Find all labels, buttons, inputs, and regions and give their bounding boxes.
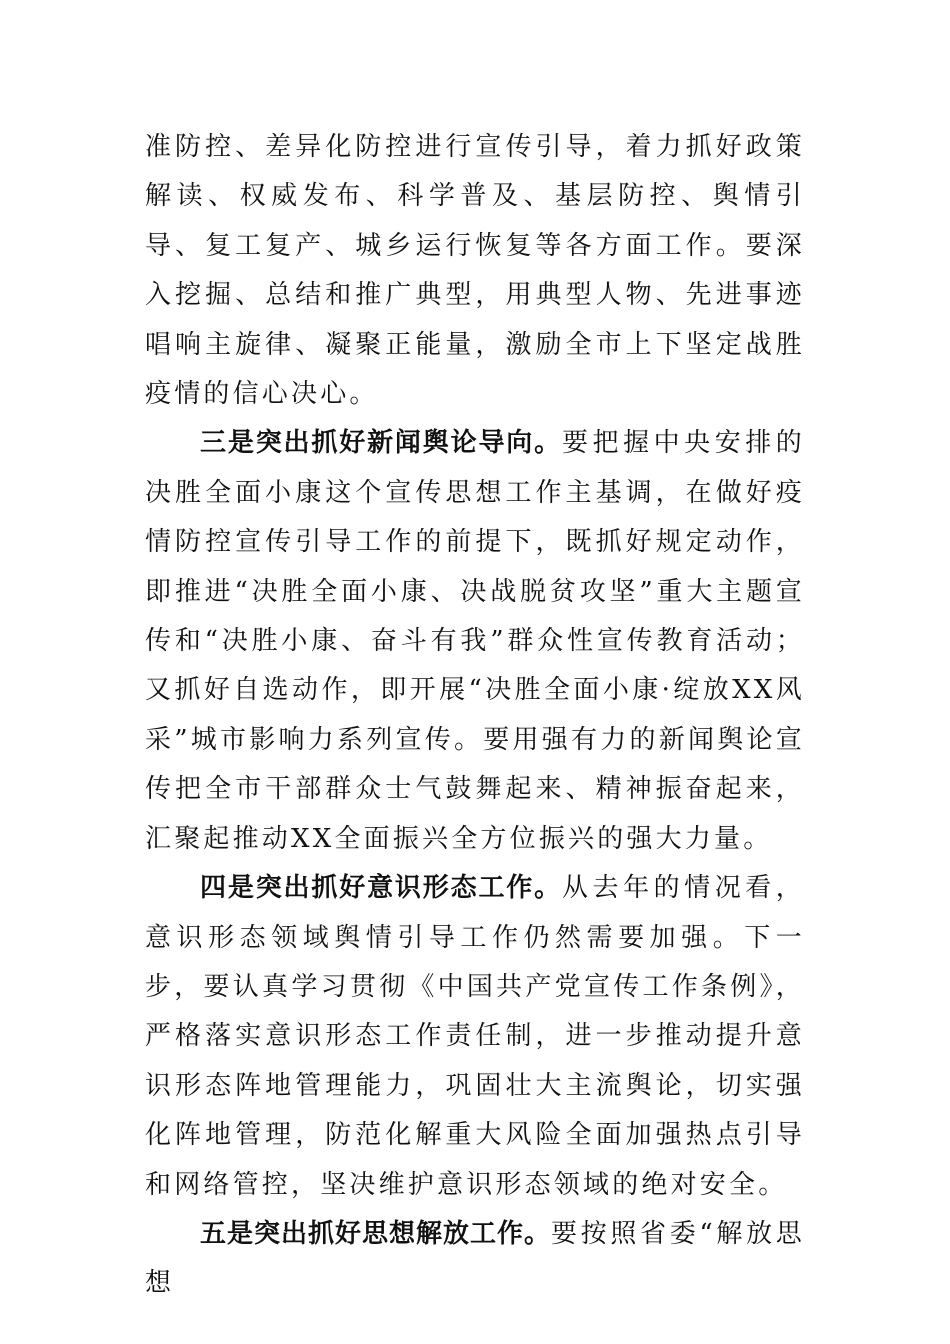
paragraph-news-guidance xyxy=(145,419,805,864)
paragraph-ideology-work xyxy=(145,864,805,1210)
paragraph-heading: 五是突出抓好思想解放工作。 xyxy=(200,1218,551,1249)
paragraph-heading: 四是突出抓好意识形态工作。 xyxy=(200,873,562,904)
paragraph-body: 要把握中央安排的决胜全面小康这个宣传思想工作主基调，在做好疫情防控宣传引导工作的前提下，既抓好规定动作，即推进“决胜全面小康、决战脱贫攻坚”重大主题宣传和“决胜小康、奋斗有我”群众性宣传教育活动；又抓好自选动作，即开展“决胜全面小康·绽放XX风采”城市影响力系列宣传。要用强有力的新闻舆论宣传把全市干部群众士气鼓舞起来、精神振奋起来，汇聚起推动XX全面振兴全方位振兴的强大力量。 xyxy=(145,428,805,854)
paragraph-body: 要按照省委“解放思想 xyxy=(145,1218,805,1299)
paragraph-body: 从去年的情况看，意识形态领域舆情引导工作仍然需要加强。下一步，要认真学习贯彻《中国共产党宣传工作条例》，严格落实意识形态工作责任制，进一步推动提升意识形态阵地管理能力，巩固壮大主流舆论，切实强化阵地管理，防范化解重大风险全面加强热点引导和网络管控，坚决维护意识形态领域的绝对安全。 xyxy=(145,873,805,1200)
paragraph-emancipation-work xyxy=(145,1210,805,1309)
paragraph-body: 准防控、差异化防控进行宣传引导，着力抓好政策解读、权威发布、科学普及、基层防控、舆情引导、复工复产、城乡运行恢复等各方面工作。要深入挖掘、总结和推广典型，用典型人物、先进事迹唱响主旋律、凝聚正能量，激励全市上下坚定战胜疫情的信心决心。 xyxy=(145,132,805,410)
paragraph-heading: 三是突出抓好新闻舆论导向。 xyxy=(200,428,562,459)
document-body xyxy=(145,123,805,1309)
paragraph-continuation xyxy=(145,123,805,419)
